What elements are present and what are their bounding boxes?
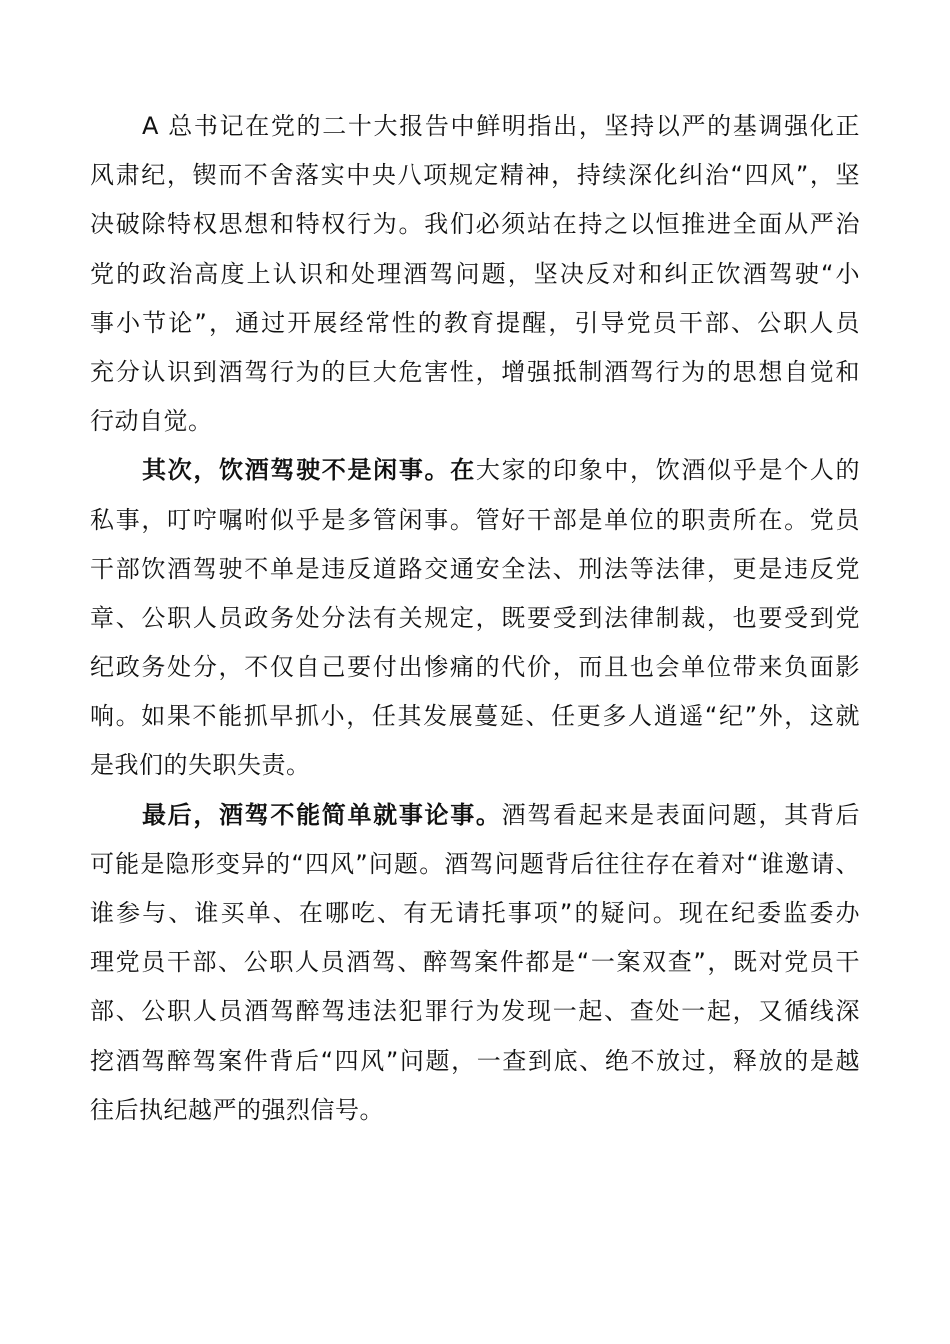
line-text: 大家的印象中，饮酒似乎是个人的	[475, 456, 860, 485]
text-line	[90, 200, 860, 249]
line-text: 决破除特权思想和特权行为。我们必须站在持之以恒推进全面从严治	[90, 210, 860, 239]
line-text: 充分认识到酒驾行为的巨大危害性，增强抵制酒驾行为的思想自觉和	[90, 357, 860, 386]
line-text: 往后执纪越严的强烈信号。	[90, 1095, 384, 1124]
text-line	[90, 643, 860, 692]
paragraph-2	[90, 446, 860, 790]
line-text: 党的政治高度上认识和处理酒驾问题，坚决反对和纠正饮酒驾驶“小	[90, 259, 860, 288]
line-text: 是我们的失职失责。	[90, 751, 311, 780]
line-text: 行动自觉。	[90, 407, 213, 436]
paragraph-3	[90, 791, 860, 1135]
text-line	[90, 741, 860, 790]
line-text: 谁参与、谁买单、在哪吃、有无请托事项”的疑问。现在纪委监委办	[90, 899, 860, 927]
text-line	[90, 496, 860, 545]
text-line	[90, 545, 860, 594]
text-line	[90, 889, 860, 938]
line-text: 干部饮酒驾驶不单是违反道路交通安全法、刑法等法律，更是违反党	[90, 554, 860, 583]
line-text: 事小节论”，通过开展经常性的教育提醒，引导党员干部、公职人员	[90, 308, 860, 337]
text-line	[90, 348, 860, 397]
line-text: 纪政务处分，不仅自己要付出惨痛的代价，而且也会单位带来负面影	[90, 653, 860, 682]
text-line	[90, 1037, 860, 1086]
line-text: 响。如果不能抓早抓小，任其发展蔓延、任更多人逍遥“纪”外，这就	[90, 702, 860, 731]
text-line	[90, 397, 860, 446]
text-line	[90, 791, 860, 840]
text-line	[90, 1086, 860, 1135]
line-text: 挖酒驾醉驾案件背后“四风”问题，一查到底、绝不放过，释放的是越	[90, 1046, 860, 1075]
line-text: 章、公职人员政务处分法有关规定，既要受到法律制裁，也要受到党	[90, 603, 860, 632]
line-text: 部、公职人员酒驾醉驾违法犯罪行为发现一起、查处一起，又循线深	[90, 997, 860, 1026]
bold-lead: 其次，饮酒驾驶不是闲事。在	[142, 456, 476, 485]
text-line	[90, 938, 860, 987]
text-line	[90, 692, 860, 741]
line-text: 理党员干部、公职人员酒驾、醉驾案件都是“一案双查”，既对党员干	[90, 948, 860, 977]
document-body	[90, 102, 860, 1135]
line-text: A 总书记在党的二十大报告中鲜明指出，坚持以严的基调强化正	[142, 112, 860, 140]
paragraph-1	[90, 102, 860, 446]
text-line	[90, 102, 860, 151]
text-line	[90, 250, 860, 299]
text-line	[90, 987, 860, 1036]
text-line	[90, 840, 860, 889]
line-text: 酒驾看起来是表面问题，其背后	[501, 800, 860, 829]
line-text: 风肃纪，锲而不舍落实中央八项规定精神，持续深化纠治“四风”，坚	[90, 161, 860, 190]
line-text: 私事，叮咛嘱咐似乎是多管闲事。管好干部是单位的职责所在。党员	[90, 505, 860, 534]
text-line	[90, 446, 860, 495]
line-text: 可能是隐形变异的“四风”问题。酒驾问题背后往往存在着对“谁邀请、	[90, 849, 860, 878]
text-line	[90, 594, 860, 643]
text-line	[90, 151, 860, 200]
bold-lead: 最后，酒驾不能简单就事论事。	[142, 800, 502, 829]
text-line	[90, 299, 860, 348]
